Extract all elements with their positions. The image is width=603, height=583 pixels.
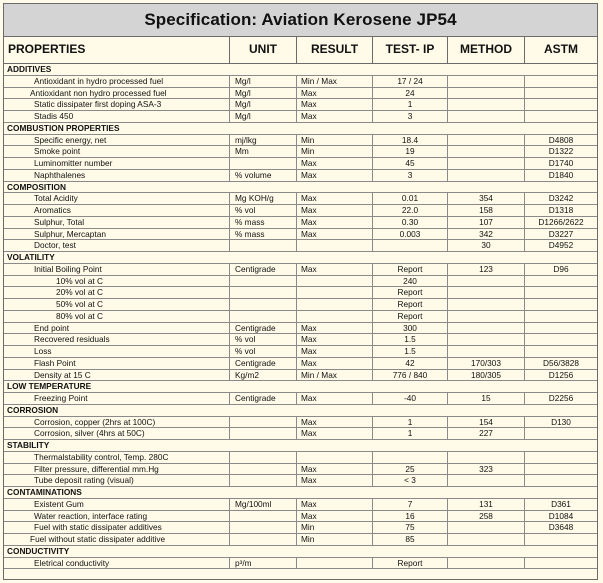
astm-cell: D1084 xyxy=(548,510,574,521)
property-cell: Sulphur, Total xyxy=(4,217,230,228)
property-cell: Thermalstability control, Temp. 280C xyxy=(4,452,230,463)
table-row xyxy=(4,334,597,346)
astm-cell xyxy=(525,428,597,439)
test-ip-cell: Report xyxy=(373,558,448,569)
test-ip-cell: 16 xyxy=(373,511,448,522)
property-cell: Total Acidity xyxy=(4,193,230,204)
result-cell: Max xyxy=(297,217,373,228)
result-cell: Max xyxy=(297,511,373,522)
result-cell xyxy=(297,287,373,298)
table-row xyxy=(4,299,597,311)
table-row xyxy=(4,99,597,111)
test-ip-cell: 1.5 xyxy=(373,334,448,345)
section-title: ADDITIVES xyxy=(7,64,52,74)
property-cell: Corrosion, silver (4hrs at 50C) xyxy=(4,428,230,439)
table-row xyxy=(4,464,597,476)
table-row xyxy=(4,511,597,523)
test-ip-cell: Report xyxy=(373,264,448,275)
test-ip-cell xyxy=(373,240,448,251)
method-cell xyxy=(448,276,525,287)
table-row xyxy=(4,287,597,299)
table-row xyxy=(4,135,597,147)
result-cell: Max xyxy=(297,111,373,122)
test-ip-cell: Report xyxy=(373,311,448,322)
unit-cell: Centigrade xyxy=(230,264,297,275)
property-cell: Antioxidant in hydro processed fuel xyxy=(4,76,230,87)
property-cell: Flash Point xyxy=(4,358,230,369)
astm-cell xyxy=(525,299,597,310)
method-cell xyxy=(448,475,525,486)
astm-cell xyxy=(525,287,597,298)
table-row xyxy=(4,428,597,440)
property-cell: Eletrical conductivity xyxy=(4,558,230,569)
section-header xyxy=(4,64,597,76)
table-row xyxy=(4,264,597,276)
astm-cell: D1266/2622 xyxy=(538,216,584,227)
unit-cell xyxy=(230,276,297,287)
method-cell xyxy=(448,522,525,533)
test-ip-cell: 1 xyxy=(373,417,448,428)
astm-cell xyxy=(525,475,597,486)
unit-cell: Mg/l xyxy=(230,76,297,87)
table-row xyxy=(4,229,597,241)
property-cell: Initial Boiling Point xyxy=(4,264,230,275)
table-body xyxy=(4,64,597,569)
test-ip-cell: 7 xyxy=(373,499,448,510)
unit-cell: Kg/m2 xyxy=(230,370,297,381)
method-cell xyxy=(448,88,525,99)
method-cell xyxy=(448,76,525,87)
test-ip-cell: 1 xyxy=(373,428,448,439)
header-result: RESULT xyxy=(297,37,373,63)
unit-cell: % mass xyxy=(230,217,297,228)
result-cell: Max xyxy=(297,417,373,428)
unit-cell: Mg/100ml xyxy=(230,499,297,510)
unit-cell xyxy=(230,428,297,439)
method-cell xyxy=(448,170,525,181)
test-ip-cell: 18.4 xyxy=(373,135,448,146)
test-ip-cell: Report xyxy=(373,299,448,310)
section-header xyxy=(4,381,597,393)
unit-cell xyxy=(230,158,297,169)
property-cell: Luminomitter number xyxy=(4,158,230,169)
test-ip-cell: 75 xyxy=(373,522,448,533)
method-cell xyxy=(448,111,525,122)
astm-cell xyxy=(525,558,597,569)
unit-cell: p³/m xyxy=(230,558,297,569)
property-cell: Smoke point xyxy=(4,146,230,157)
section-title: COMPOSITION xyxy=(7,181,67,192)
result-cell: Max xyxy=(297,358,373,369)
astm-cell: D96 xyxy=(553,263,569,274)
table-row xyxy=(4,475,597,487)
section-header xyxy=(4,405,597,417)
astm-cell: D361 xyxy=(551,498,571,509)
astm-cell: D1322 xyxy=(548,146,574,157)
table-row xyxy=(4,522,597,534)
section-header xyxy=(4,182,597,194)
property-cell: Stadis 450 xyxy=(4,111,230,122)
result-cell xyxy=(297,276,373,287)
property-cell: Static dissipater first doping ASA-3 xyxy=(4,99,230,110)
result-cell xyxy=(297,452,373,463)
result-cell xyxy=(297,558,373,569)
header-astm: ASTM xyxy=(544,42,578,56)
property-cell: Specific energy, net xyxy=(4,135,230,146)
result-cell: Max xyxy=(297,229,373,240)
result-cell: Max xyxy=(297,393,373,404)
result-cell: Min xyxy=(297,146,373,157)
result-cell: Max xyxy=(297,264,373,275)
table-row xyxy=(4,417,597,429)
unit-cell: Centigrade xyxy=(230,358,297,369)
test-ip-cell: Report xyxy=(373,287,448,298)
section-title: CONDUCTIVITY xyxy=(7,545,70,556)
astm-cell: D2256 xyxy=(548,393,574,403)
table-row xyxy=(4,534,597,546)
unit-cell xyxy=(230,299,297,310)
property-cell: Aromatics xyxy=(4,205,230,216)
property-cell: Tube deposit rating (visual) xyxy=(4,475,230,486)
method-cell: 258 xyxy=(448,511,525,522)
property-cell: Doctor, test xyxy=(4,240,230,251)
property-cell: Fuel with static dissipater additives xyxy=(4,522,230,533)
result-cell: Min xyxy=(297,534,373,545)
unit-cell xyxy=(230,522,297,533)
property-cell: Sulphur, Mercaptan xyxy=(4,229,230,240)
method-cell: 342 xyxy=(448,229,525,240)
astm-cell: D4808 xyxy=(548,134,574,145)
table-row xyxy=(4,452,597,464)
result-cell: Max xyxy=(297,88,373,99)
method-cell: 227 xyxy=(448,428,525,439)
table-row xyxy=(4,393,597,405)
astm-cell: D3227 xyxy=(548,228,574,239)
property-cell: Recovered residuals xyxy=(4,334,230,345)
astm-cell xyxy=(525,76,597,87)
result-cell: Max xyxy=(297,475,373,486)
table-row xyxy=(4,240,597,252)
method-cell xyxy=(448,452,525,463)
method-cell xyxy=(448,299,525,310)
method-cell: 107 xyxy=(448,217,525,228)
unit-cell: Mg/l xyxy=(230,99,297,110)
property-cell: Loss xyxy=(4,346,230,357)
test-ip-cell: 19 xyxy=(373,146,448,157)
test-ip-cell: 776 / 840 xyxy=(373,370,448,381)
result-cell: Min / Max xyxy=(297,76,373,87)
astm-cell: D130 xyxy=(551,416,571,427)
property-cell: 20% vol at C xyxy=(4,287,230,298)
result-cell: Max xyxy=(297,334,373,345)
page-title: Specification: Aviation Kerosene JP54 xyxy=(4,4,597,37)
table-row xyxy=(4,111,597,123)
table-row xyxy=(4,346,597,358)
method-cell xyxy=(448,146,525,157)
header-test-ip: TEST- IP xyxy=(373,37,448,63)
astm-cell xyxy=(525,99,597,110)
property-cell: Freezing Point xyxy=(4,393,230,404)
astm-cell xyxy=(525,452,597,463)
method-cell xyxy=(448,323,525,334)
property-cell: Existent Gum xyxy=(4,499,230,510)
method-cell xyxy=(448,99,525,110)
test-ip-cell: 85 xyxy=(373,534,448,545)
method-cell xyxy=(448,287,525,298)
table-row xyxy=(4,217,597,229)
astm-cell: D3242 xyxy=(548,193,574,204)
section-title: CORROSION xyxy=(7,404,59,415)
property-cell: 10% vol at C xyxy=(4,276,230,287)
unit-cell xyxy=(230,464,297,475)
table-row xyxy=(4,276,597,288)
table-row xyxy=(4,205,597,217)
method-cell: 30 xyxy=(448,240,525,251)
unit-cell: % volume xyxy=(230,170,297,181)
method-cell xyxy=(448,346,525,357)
unit-cell: Centigrade xyxy=(230,393,297,404)
table-row xyxy=(4,158,597,170)
test-ip-cell: 17 / 24 xyxy=(373,76,448,87)
unit-cell: % mass xyxy=(230,229,297,240)
result-cell xyxy=(297,240,373,251)
test-ip-cell: 0.003 xyxy=(373,229,448,240)
unit-cell xyxy=(230,287,297,298)
result-cell: Min xyxy=(297,522,373,533)
result-cell: Max xyxy=(297,205,373,216)
test-ip-cell: 300 xyxy=(373,323,448,334)
section-header xyxy=(4,252,597,264)
property-cell: Antioxidant non hydro processed fuel xyxy=(4,88,230,99)
property-cell: Naphthalenes xyxy=(4,170,230,181)
method-cell: 131 xyxy=(448,499,525,510)
unit-cell xyxy=(230,240,297,251)
unit-cell: Mm xyxy=(230,146,297,157)
test-ip-cell: 0.01 xyxy=(373,193,448,204)
test-ip-cell: 42 xyxy=(373,358,448,369)
result-cell: Min / Max xyxy=(297,370,373,381)
method-cell: 154 xyxy=(448,417,525,428)
astm-cell xyxy=(525,334,597,345)
section-header xyxy=(4,123,597,135)
test-ip-cell: -40 xyxy=(373,393,448,404)
astm-cell: D1740 xyxy=(548,158,574,168)
property-cell: 50% vol at C xyxy=(4,299,230,310)
table-row xyxy=(4,323,597,335)
astm-cell xyxy=(525,346,597,357)
method-cell xyxy=(448,334,525,345)
table-row xyxy=(4,170,597,182)
test-ip-cell: 240 xyxy=(373,276,448,287)
header-method: METHOD xyxy=(448,37,525,63)
section-header xyxy=(4,440,597,452)
header-properties: PROPERTIES xyxy=(4,37,230,63)
table-header xyxy=(4,37,597,64)
result-cell: Min xyxy=(297,135,373,146)
astm-cell: D3648 xyxy=(548,522,574,533)
test-ip-cell: 1.5 xyxy=(373,346,448,357)
spec-table xyxy=(3,3,598,580)
unit-cell xyxy=(230,311,297,322)
astm-cell: D4952 xyxy=(548,240,574,251)
table-row xyxy=(4,76,597,88)
unit-cell xyxy=(230,452,297,463)
astm-cell xyxy=(525,464,597,475)
section-title: VOLATILITY xyxy=(7,252,55,262)
table-row xyxy=(4,358,597,370)
astm-cell xyxy=(525,276,597,287)
test-ip-cell: 25 xyxy=(373,464,448,475)
result-cell xyxy=(297,299,373,310)
result-cell: Max xyxy=(297,428,373,439)
unit-cell: Mg KOH/g xyxy=(230,193,297,204)
test-ip-cell: 45 xyxy=(373,158,448,169)
result-cell: Max xyxy=(297,193,373,204)
method-cell: 170/303 xyxy=(448,358,525,369)
method-cell: 15 xyxy=(448,393,525,404)
astm-cell: D1318 xyxy=(548,205,574,215)
astm-cell: D1256 xyxy=(548,369,574,380)
unit-cell xyxy=(230,511,297,522)
test-ip-cell: 24 xyxy=(373,88,448,99)
test-ip-cell: 3 xyxy=(373,170,448,181)
table-row xyxy=(4,558,597,570)
result-cell: Max xyxy=(297,158,373,169)
astm-cell: D1840 xyxy=(548,169,574,180)
unit-cell: Centigrade xyxy=(230,323,297,334)
table-row xyxy=(4,370,597,382)
section-title: STABILITY xyxy=(7,440,50,450)
test-ip-cell xyxy=(373,452,448,463)
table-row xyxy=(4,499,597,511)
astm-cell xyxy=(525,311,597,322)
unit-cell: mj/lkg xyxy=(230,135,297,146)
section-header xyxy=(4,487,597,499)
astm-cell xyxy=(525,88,597,99)
property-cell: Corrosion, copper (2hrs at 100C) xyxy=(4,417,230,428)
astm-cell xyxy=(525,534,597,545)
result-cell: Max xyxy=(297,323,373,334)
test-ip-cell: < 3 xyxy=(373,475,448,486)
result-cell xyxy=(297,311,373,322)
header-unit: UNIT xyxy=(230,37,297,63)
method-cell: 158 xyxy=(448,205,525,216)
unit-cell: % vol xyxy=(230,346,297,357)
astm-cell xyxy=(525,111,597,122)
method-cell xyxy=(448,158,525,169)
section-title: LOW TEMPERATURE xyxy=(7,381,92,392)
astm-cell xyxy=(525,323,597,334)
unit-cell xyxy=(230,534,297,545)
test-ip-cell: 1 xyxy=(373,99,448,110)
property-cell: 80% vol at C xyxy=(4,311,230,322)
section-header xyxy=(4,546,597,558)
method-cell: 354 xyxy=(448,193,525,204)
result-cell: Max xyxy=(297,170,373,181)
method-cell: 123 xyxy=(448,264,525,275)
method-cell: 323 xyxy=(448,464,525,475)
property-cell: Filter pressure, differential mm.Hg xyxy=(4,464,230,475)
property-cell: End point xyxy=(4,323,230,334)
test-ip-cell: 22.0 xyxy=(373,205,448,216)
result-cell: Max xyxy=(297,99,373,110)
method-cell xyxy=(448,534,525,545)
result-cell: Max xyxy=(297,346,373,357)
test-ip-cell: 0.30 xyxy=(373,217,448,228)
astm-cell: D56/3828 xyxy=(543,357,579,368)
test-ip-cell: 3 xyxy=(373,111,448,122)
unit-cell xyxy=(230,475,297,486)
table-row xyxy=(4,193,597,205)
unit-cell: Mg/l xyxy=(230,88,297,99)
section-title: CONTAMINATIONS xyxy=(7,487,82,497)
result-cell: Max xyxy=(297,499,373,510)
method-cell xyxy=(448,558,525,569)
unit-cell xyxy=(230,417,297,428)
table-row xyxy=(4,88,597,100)
table-row xyxy=(4,311,597,323)
property-cell: Water reaction, interface rating xyxy=(4,511,230,522)
unit-cell: % vol xyxy=(230,205,297,216)
section-title: COMBUSTION PROPERTIES xyxy=(7,122,120,133)
property-cell: Density at 15 C xyxy=(4,370,230,381)
method-cell xyxy=(448,311,525,322)
result-cell: Max xyxy=(297,464,373,475)
table-row xyxy=(4,146,597,158)
method-cell xyxy=(448,135,525,146)
unit-cell: % vol xyxy=(230,334,297,345)
unit-cell: Mg/l xyxy=(230,111,297,122)
method-cell: 180/305 xyxy=(448,370,525,381)
property-cell: Fuel without static dissipater additive xyxy=(4,534,230,545)
